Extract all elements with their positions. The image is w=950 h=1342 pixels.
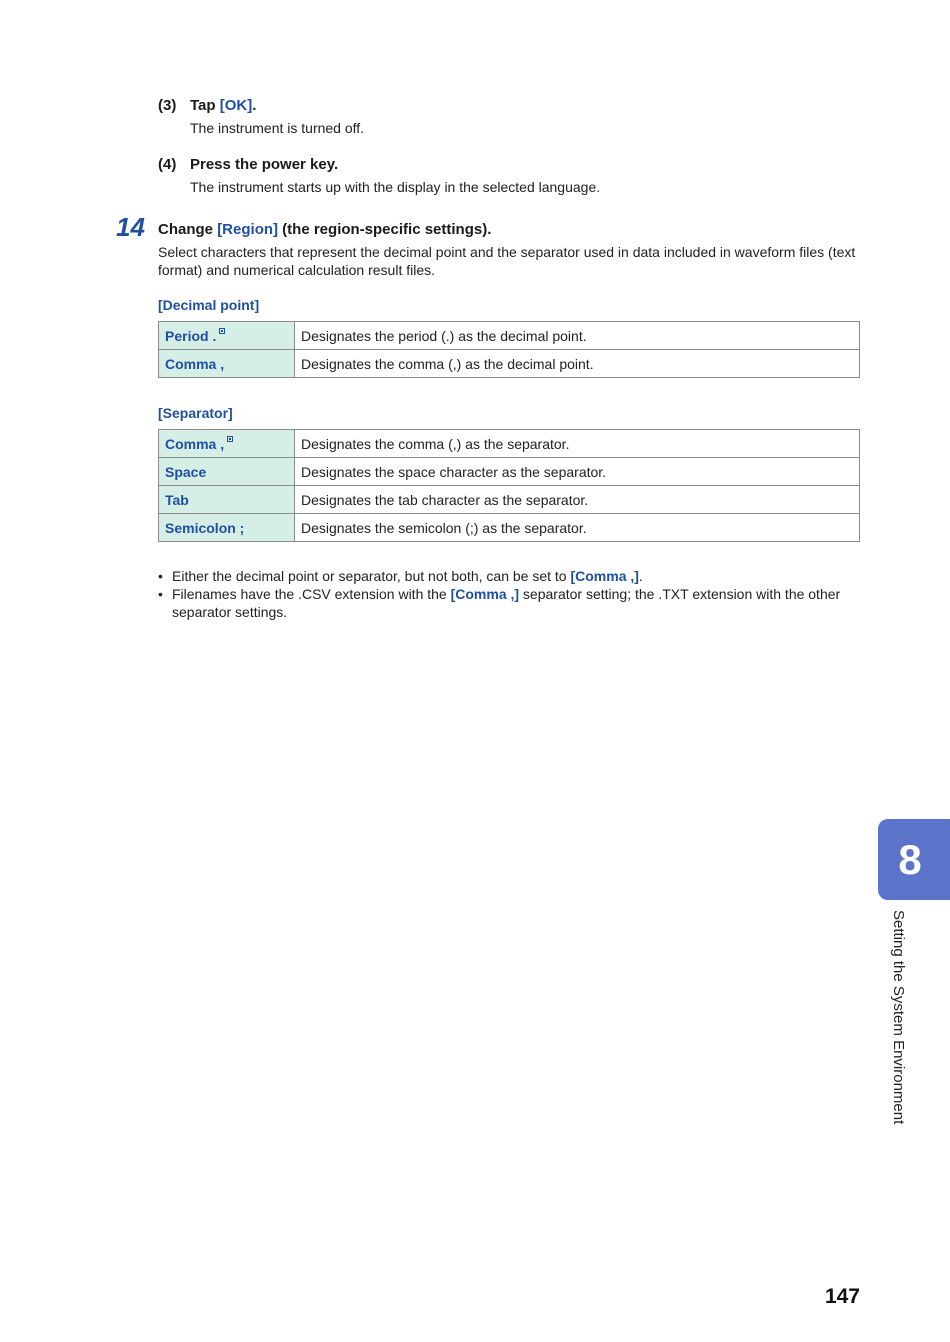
default-setting-icon xyxy=(227,436,233,442)
separator-table xyxy=(158,429,860,542)
option-description: Designates the period (.) as the decimal point. xyxy=(295,322,860,350)
note-1-suffix: . xyxy=(638,568,643,584)
table-row xyxy=(159,350,860,378)
comma-key-label: [Comma ,] xyxy=(450,586,520,602)
table-row xyxy=(159,322,860,350)
substep-4-number: (4) xyxy=(158,156,177,173)
step-14-description: Select characters that represent the decimal point and the separator used in data included in waveform files (text format) and numerical calculation result files. xyxy=(158,244,856,278)
option-key: Semicolon ; xyxy=(159,514,295,542)
separator-label: [Separator] xyxy=(158,405,233,421)
option-description: Designates the comma (,) as the decimal point. xyxy=(295,350,860,378)
substep-4-head-text: Press the power key. xyxy=(190,156,339,173)
substep-3-number: (3) xyxy=(158,97,177,114)
decimal-point-table xyxy=(158,321,860,378)
substep-3 xyxy=(158,96,858,138)
table-row xyxy=(159,514,860,542)
list-item xyxy=(158,567,863,585)
table-row xyxy=(159,486,860,514)
substep-4 xyxy=(158,155,858,197)
substep-3-body: The instrument is turned off. xyxy=(190,120,365,136)
list-item xyxy=(158,585,863,621)
substep-4-heading xyxy=(158,155,858,175)
substep-4-body: The instrument starts up with the display in the selected language. xyxy=(190,179,601,195)
option-key: Tab xyxy=(159,486,295,514)
bullet-icon: • xyxy=(158,568,163,584)
substep-3-heading xyxy=(158,96,858,116)
ok-key-label: [OK] xyxy=(219,97,253,114)
option-key xyxy=(159,322,295,350)
chapter-title: Setting the System Environment xyxy=(890,910,907,1125)
option-description: Designates the tab character as the separator. xyxy=(295,486,860,514)
substep-3-head-suffix: . xyxy=(252,97,257,114)
region-key-label: [Region] xyxy=(217,221,279,238)
step-14-title-suffix: (the region-specific settings). xyxy=(278,221,492,238)
option-description: Designates the comma (,) as the separator. xyxy=(295,430,860,458)
step-14-title xyxy=(158,220,491,240)
note-2-suffix: separator setting; the .TXT extension with the other separator settings. xyxy=(172,586,841,620)
substep-3-head-text: Tap xyxy=(190,97,220,114)
option-description: Designates the space character as the separator. xyxy=(295,458,860,486)
step-14-title-prefix: Change xyxy=(158,221,218,238)
option-key-text: Period . xyxy=(165,327,217,344)
option-key-text: Comma , xyxy=(165,435,225,452)
table-row xyxy=(159,430,860,458)
notes-list xyxy=(158,567,863,621)
page-number: 147 xyxy=(824,1285,860,1308)
note-1-text: Either the decimal point or separator, but not both, can be set to xyxy=(172,568,571,584)
table-row xyxy=(159,458,860,486)
chapter-tab[interactable]: 8 xyxy=(878,819,950,900)
note-2-text: Filenames have the .CSV extension with the xyxy=(172,586,451,602)
option-key: Comma , xyxy=(159,350,295,378)
step-14-number: 14 xyxy=(116,212,145,242)
option-key: Space xyxy=(159,458,295,486)
default-setting-icon xyxy=(219,328,225,334)
decimal-point-label: [Decimal point] xyxy=(158,297,260,313)
comma-key-label: [Comma ,] xyxy=(570,568,639,584)
bullet-icon: • xyxy=(158,586,163,602)
option-description: Designates the semicolon (;) as the separator. xyxy=(295,514,860,542)
option-key xyxy=(159,430,295,458)
